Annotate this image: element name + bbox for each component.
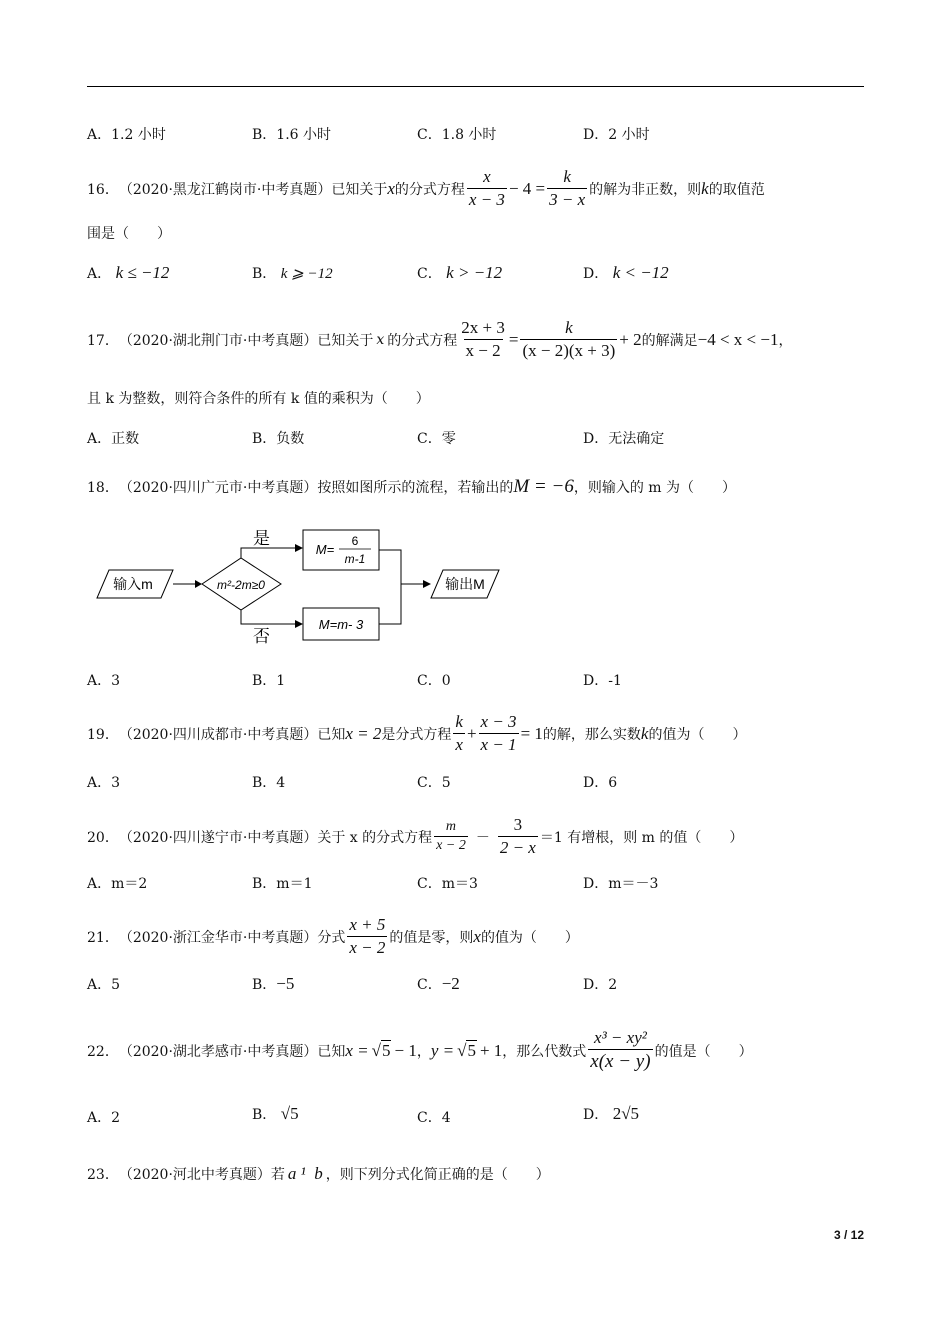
q17-var-x: x <box>376 331 385 348</box>
q22-text-c: 的值是（ ） <box>654 1043 753 1060</box>
q16-var-k: k <box>701 178 709 198</box>
q16-f1-num: x <box>483 167 491 186</box>
q21-label-b: B． <box>252 977 277 993</box>
q17-fraction-2 <box>520 318 617 361</box>
q17-option-b: B．负数 <box>252 431 305 447</box>
q17-eq: = <box>508 329 519 349</box>
q18-source: （2020·四川广元市·中考真题） <box>118 480 318 496</box>
q21-text-a: 分式 <box>317 929 346 946</box>
q17-comma: ， <box>778 332 793 349</box>
q19-text-a: 已知 <box>317 726 346 743</box>
q22-math-d: 2√5 <box>612 1104 640 1123</box>
q21-number: 21． <box>87 929 119 946</box>
flow-no-text: M=m- 3 <box>318 617 364 632</box>
q19-f2-num: x − 3 <box>480 712 517 731</box>
q17-text-c: 的解满足 <box>641 332 698 349</box>
q22-number: 22． <box>87 1043 119 1060</box>
q22-math-b: √5 <box>280 1104 299 1123</box>
q16-minus4: − 4 = <box>508 178 546 198</box>
q22-option-c: C．4 <box>417 1110 451 1126</box>
q19-text-b: 是分式方程 <box>381 726 452 743</box>
q18-flowchart <box>95 516 515 648</box>
q18-option-b: B．1 <box>252 673 286 689</box>
q20-fraction-2 <box>498 815 538 858</box>
q20-option-c: C．m＝3 <box>417 876 478 892</box>
q16-number: 16． <box>87 181 119 198</box>
q23-text-a: 若 <box>270 1167 285 1183</box>
q18-option-a: A．3 <box>87 673 121 689</box>
q19-fraction-1 <box>453 712 465 755</box>
q19-var-k: k <box>640 723 649 743</box>
q20-option-b: B．m＝1 <box>252 876 313 892</box>
q21-fraction <box>347 915 387 958</box>
q21-var-x: x <box>473 926 481 946</box>
q21-text-c: 的值为（ ） <box>480 929 579 946</box>
q19-fraction-2 <box>479 712 519 755</box>
q20-f1-den: x − 2 <box>436 838 466 853</box>
q22-y-radicand: 5 <box>467 1040 476 1060</box>
q16-f2-num: k <box>563 167 571 186</box>
q18-text-b: ，则输入的 m 为（ ） <box>573 480 737 496</box>
q18-text-a: 按照如图所示的流程，若输出的 <box>317 480 514 496</box>
q22-fraction <box>588 1028 652 1073</box>
q22-y-lhs: y = <box>430 1040 455 1060</box>
q17-f2-num: k <box>565 318 573 337</box>
q22-label-b: B． <box>252 1107 277 1123</box>
q17-line2: 且 k 为整数，则符合条件的所有 k 值的乘积为（ ） <box>87 391 430 407</box>
q20-option-a: A．m＝2 <box>87 876 148 892</box>
q23-source: （2020·河北中考真题） <box>118 1167 271 1183</box>
q18-option-d: D．-1 <box>583 673 622 689</box>
q23-number: 23． <box>87 1167 119 1183</box>
q21-option-d: D．2 <box>583 977 618 993</box>
header-rule <box>87 86 864 87</box>
q21-option-b <box>252 974 294 994</box>
q17-source: （2020·湖北荆门市·中考真题） <box>118 332 318 349</box>
q20-f1-num: m <box>445 819 457 834</box>
q17-fraction-1 <box>459 318 507 361</box>
q16-fraction-1 <box>467 167 507 210</box>
flow-decision-text: m²-2m≥0 <box>217 578 265 592</box>
q22-x-radicand: 5 <box>381 1040 391 1060</box>
q15-option-b: B．1.6 小时 <box>252 127 332 143</box>
q22-x-lhs: x = <box>345 1040 369 1060</box>
q16-fraction-2 <box>547 167 587 210</box>
q22-text-a: 已知 <box>317 1043 346 1060</box>
q16-label-c: C． <box>417 266 442 282</box>
q22-x-rhs: − 1 <box>394 1040 417 1060</box>
q17-text-b: 的分式方程 <box>387 332 458 349</box>
q19-number: 19． <box>87 726 119 743</box>
q16-f2-den: 3 − x <box>549 190 586 209</box>
flow-no-line <box>241 610 295 624</box>
q21-label-c: C． <box>417 977 442 993</box>
q16-option-a <box>87 263 169 283</box>
flow-no-arrowhead <box>295 620 303 628</box>
q17-stem <box>87 318 792 361</box>
q16-option-d <box>583 263 669 283</box>
q16-label-d: D． <box>583 266 609 282</box>
q19-f1-den: x <box>455 735 463 754</box>
q16-line2: 围是（ ） <box>87 226 171 242</box>
q20-option-d: D．m＝－3 <box>583 876 659 892</box>
q19-eq1: = 1 <box>520 723 543 743</box>
flow-yes-num: 6 <box>351 534 359 548</box>
q18-stem <box>87 476 736 498</box>
q23-stem <box>87 1164 550 1184</box>
q15-option-a: A．1.2 小时 <box>87 127 166 143</box>
q17-text-a: 已知关于 <box>317 332 374 349</box>
q16-stem <box>87 167 765 210</box>
q19-option-c: C．5 <box>417 775 451 791</box>
flow-yes-den: m-1 <box>344 552 366 566</box>
q17-option-a: A．正数 <box>87 431 140 447</box>
q19-option-a: A．3 <box>87 775 121 791</box>
q22-option-d <box>583 1104 639 1124</box>
flow-yes-line <box>241 548 295 558</box>
q16-math-c: k > −12 <box>446 263 503 282</box>
q21-option-a: A．5 <box>87 977 121 993</box>
q19-f2-den: x − 1 <box>480 735 517 754</box>
q23-text-b: ，则下列分式化简正确的是（ ） <box>325 1167 550 1183</box>
q22-text-b: ，那么代数式 <box>502 1043 587 1060</box>
flow-output-text: 输出M <box>445 576 485 592</box>
q17-f1-den: x − 2 <box>465 341 501 360</box>
q22-stem <box>87 1028 753 1073</box>
flow-merge-arrowhead <box>423 580 431 588</box>
q22-sep: ， <box>416 1043 431 1060</box>
flow-merge-line <box>379 550 401 624</box>
q20-minus: － <box>475 829 490 846</box>
q16-var-x: x <box>387 178 395 198</box>
q16-text-b: 的分式方程 <box>394 181 465 198</box>
q19-stem <box>87 712 746 755</box>
q19-f1-num: k <box>455 712 463 731</box>
q22-option-b <box>252 1104 299 1124</box>
q16-option-b <box>252 263 333 283</box>
q21-f-den: x − 2 <box>349 938 386 957</box>
q22-option-a: A．2 <box>87 1110 121 1126</box>
q17-plus2: + 2 <box>619 329 642 349</box>
flow-yes-label: 是 <box>253 529 270 548</box>
flow-input-text: 输入m <box>113 576 153 592</box>
q22-label-d: D． <box>583 1107 609 1123</box>
q18-condition: M = −6 <box>513 476 574 497</box>
q17-f1-num: 2x + 3 <box>461 318 505 337</box>
q18-number: 18． <box>87 480 119 496</box>
q21-option-c <box>417 974 460 994</box>
q22-f-den: x(x − y) <box>590 1051 651 1072</box>
q21-stem <box>87 915 579 958</box>
q19-plus: + <box>466 723 477 743</box>
q16-text-a: 已知关于 <box>331 181 388 198</box>
q21-f-num: x + 5 <box>349 915 386 934</box>
q20-fraction-1 <box>434 819 468 854</box>
q18-option-c: C．0 <box>417 673 451 689</box>
q21-source: （2020·浙江金华市·中考真题） <box>118 929 318 946</box>
q17-f2-den: (x − 2)(x + 3) <box>522 341 616 360</box>
q17-option-c: C．零 <box>417 431 456 447</box>
q22-x-sqrt: √5 <box>371 1040 391 1060</box>
q22-f-num: x³ − xy² <box>594 1028 647 1047</box>
q19-option-b: B．4 <box>252 775 286 791</box>
q20-f2-den: 2 − x <box>499 838 536 857</box>
q20-number: 20． <box>87 829 119 846</box>
q16-label-b: B． <box>252 266 277 282</box>
q20-f2-num: 3 <box>513 815 523 834</box>
page-number: 3 / 12 <box>833 1228 864 1242</box>
q20-source: （2020·四川遂宁市·中考真题） <box>118 829 318 846</box>
q17-number: 17． <box>87 332 119 349</box>
flow-no-label: 否 <box>253 627 270 646</box>
flow-yes-lhs: M= <box>315 542 335 557</box>
q16-text-d: 的取值范 <box>708 181 765 198</box>
flow-arrowhead-1 <box>195 580 202 588</box>
q21-math-b: −5 <box>276 974 295 993</box>
q22-y-rhs: + 1 <box>479 1040 503 1060</box>
q17-condition: −4 < x < −1 <box>697 329 779 349</box>
q15-option-d: D．2 小时 <box>583 127 650 143</box>
q16-text-c: 的解为非正数，则 <box>589 181 702 198</box>
q19-source: （2020·四川成都市·中考真题） <box>118 726 318 743</box>
q23-condition: a ¹ b <box>287 1164 323 1183</box>
q19-option-d: D．6 <box>583 775 618 791</box>
q20-text-a: 关于 x 的分式方程 <box>317 829 433 846</box>
flow-yes-arrowhead <box>295 544 303 552</box>
q22-y-sqrt: √5 <box>457 1040 476 1060</box>
q22-source: （2020·湖北孝感市·中考真题） <box>118 1043 318 1060</box>
q19-text-c: 的解，那么实数 <box>542 726 641 743</box>
q16-source: （2020·黑龙江鹤岗市·中考真题） <box>118 181 332 198</box>
q16-option-c <box>417 263 502 283</box>
q21-text-b: 的值是零，则 <box>389 929 474 946</box>
q16-f1-den: x − 3 <box>468 190 505 209</box>
q15-option-c: C．1.8 小时 <box>417 127 497 143</box>
q21-math-c: −2 <box>441 974 460 993</box>
q16-math-d: k < −12 <box>612 263 669 282</box>
q17-option-d: D．无法确定 <box>583 431 665 447</box>
q19-text-d: 的值为（ ） <box>648 726 747 743</box>
q19-x-eq: x = 2 <box>345 723 382 743</box>
q16-label-a: A． <box>87 266 112 282</box>
q20-stem <box>87 815 743 858</box>
flow-yes-box <box>303 530 379 570</box>
q16-math-b: k ⩾ −12 <box>280 266 333 282</box>
q16-math-a: k ≤ −12 <box>115 263 170 282</box>
q20-text-b: ＝1 有增根，则 m 的值（ ） <box>539 829 744 846</box>
